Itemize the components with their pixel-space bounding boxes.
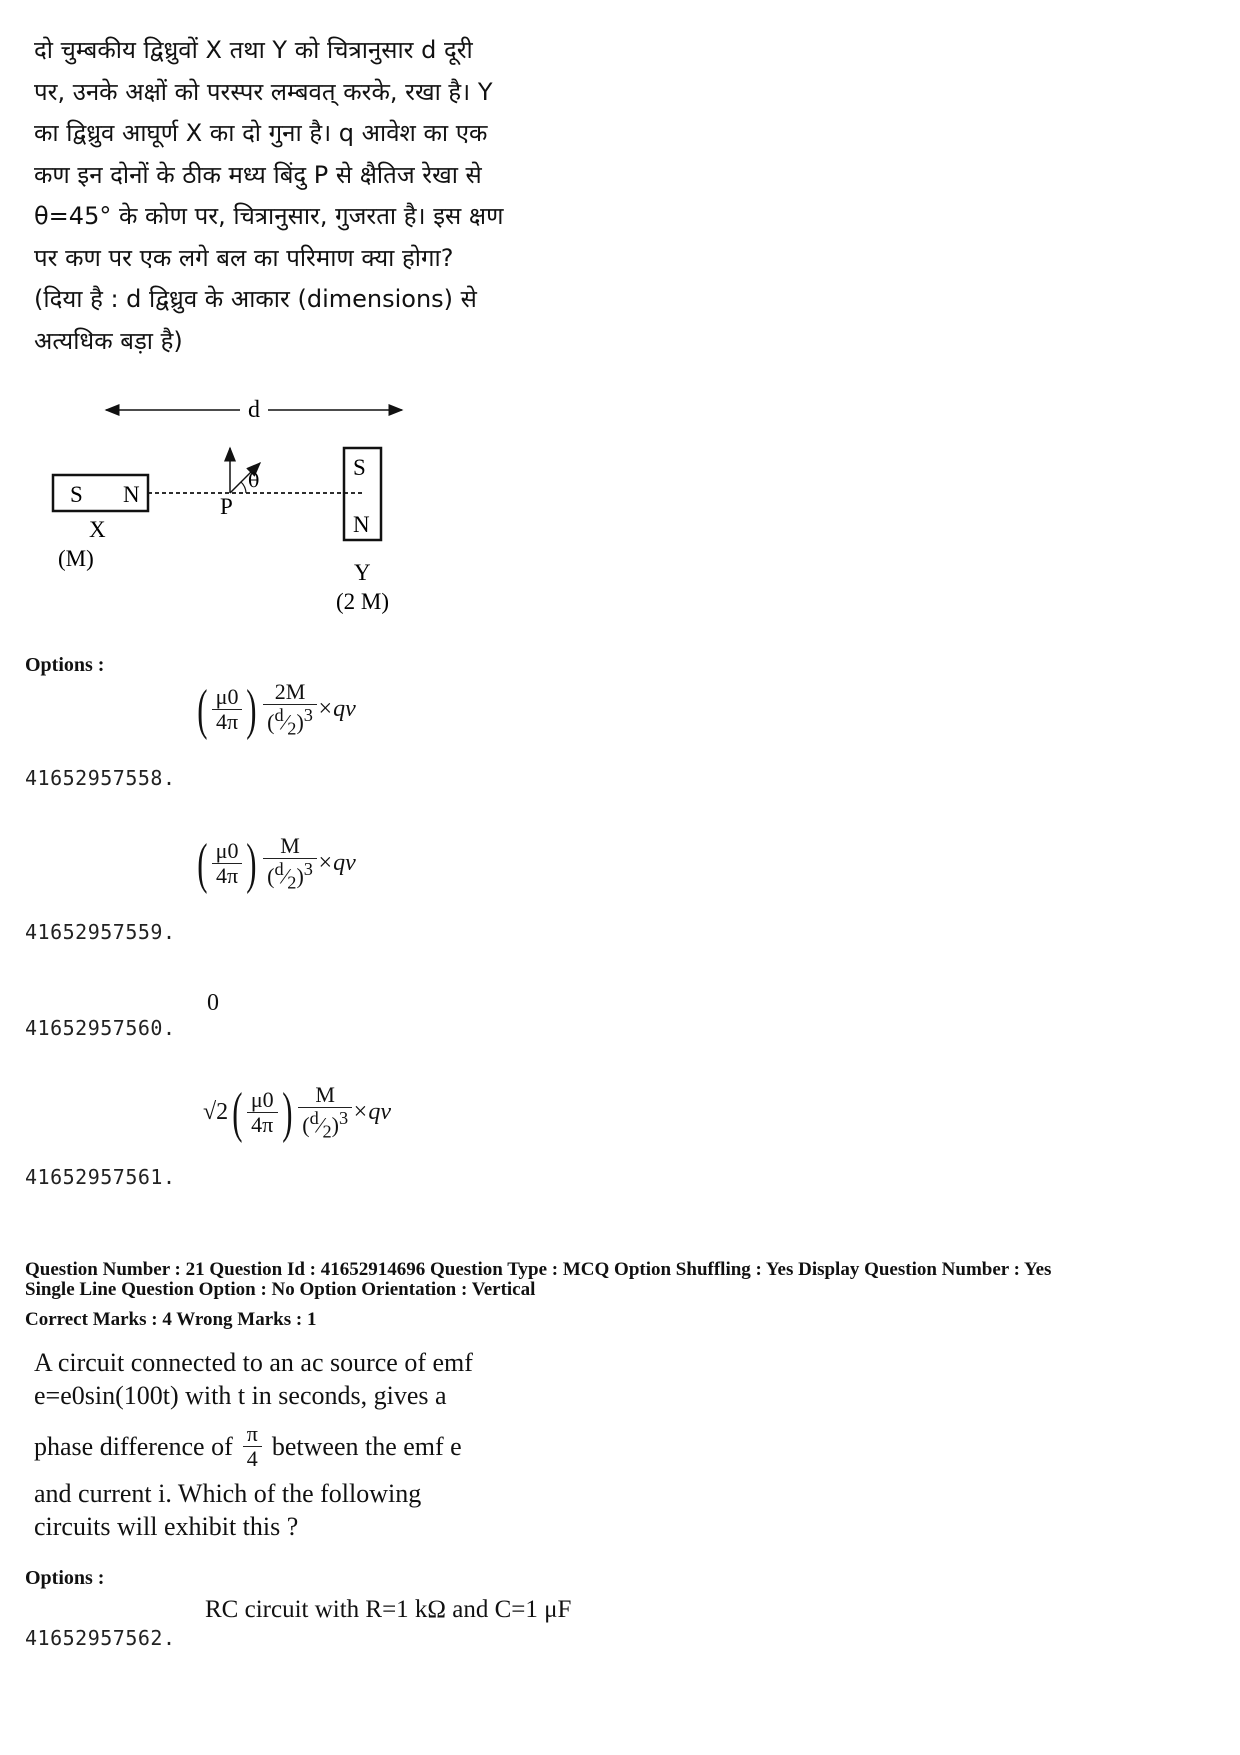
- cube-exp: 3: [303, 705, 313, 726]
- magnet-y-label: Y: [354, 560, 371, 585]
- mu-denominator: 4π: [216, 863, 239, 889]
- text-line: θ=45° के कोण पर, चित्रानुसार, गुजरता है। इस क्षण: [34, 202, 504, 230]
- option-id: 41652957560.: [25, 1016, 176, 1040]
- d-den: 2: [287, 718, 297, 739]
- option-id: 41652957562.: [25, 1626, 176, 1650]
- option-2-expression: ( $\frac{\mu 0}{4\pi}$ ) $\frac{M}{(^d⁄_2)^3}$ ×qv: [197, 832, 356, 895]
- text-line: and current i. Which of the following: [34, 1479, 422, 1509]
- magnet-x-n: N: [123, 482, 140, 507]
- option-tail: ×qv: [316, 696, 356, 723]
- option-1-expression: ( $\frac{\mu 0}{4\pi}$ ) $\frac{2M}{(^d⁄_2)^3}$ ×qv: [197, 678, 356, 741]
- phase-denominator: 4: [246, 1446, 258, 1472]
- angle-arc: [241, 482, 246, 493]
- d-num: d: [274, 859, 284, 880]
- option-id: 41652957561.: [25, 1165, 176, 1189]
- mu-denominator: 4π: [216, 709, 239, 735]
- d-num: d: [274, 705, 284, 726]
- mu-numerator: μ0: [212, 839, 243, 864]
- option-4-expression: √2 ( $\frac{\mu 0}{4\pi}$ ) $\frac{M}{(^d⁄_2)^3}$ ×qv: [203, 1081, 391, 1144]
- angle-label: θ: [248, 470, 260, 492]
- distance-label: d: [248, 397, 260, 423]
- option-id: 41652957558.: [25, 766, 176, 790]
- text-line: A circuit connected to an ac source of emf: [34, 1348, 473, 1377]
- d-den: 2: [322, 1121, 332, 1142]
- option-4[interactable]: [25, 1083, 525, 1203]
- question-meta-line-2: Single Line Question Option : No Option Orientation : Vertical: [25, 1279, 536, 1300]
- option-text: RC circuit with R=1 kΩ and C=1 μF: [205, 1596, 572, 1623]
- dipole-figure: [40, 380, 460, 625]
- magnet-x-moment: (M): [58, 546, 94, 571]
- option-3[interactable]: [25, 990, 525, 1040]
- text-line: दो चुम्बकीय द्विध्रुवों X तथा Y को चित्रानुसार d दूरी: [34, 36, 473, 64]
- sqrt-prefix: √2: [203, 1099, 229, 1126]
- question-20-text: [34, 30, 539, 362]
- q21-option-1[interactable]: [25, 1596, 725, 1656]
- mu-denominator: 4π: [251, 1112, 274, 1138]
- options-label: Options :: [25, 654, 105, 676]
- magnet-y-n: N: [353, 512, 370, 537]
- d-den: 2: [287, 872, 297, 893]
- force-numerator: M: [263, 834, 317, 859]
- option-3-value: 0: [207, 990, 219, 1016]
- phase-pre: phase difference of: [34, 1432, 233, 1462]
- force-denominator: $(^d⁄_2)^3$: [302, 1108, 349, 1142]
- magnet-x-s: S: [70, 482, 83, 507]
- question-meta-line-1: Question Number : 21 Question Id : 41652914696 Question Type : MCQ Option Shuffling : Yes Display Question Number : Yes: [25, 1259, 1052, 1280]
- text-line: e=e0sin(100t) with t in seconds, gives a: [34, 1381, 447, 1410]
- question-21-text: [34, 1346, 544, 1543]
- marks-line: Correct Marks : 4 Wrong Marks : 1: [25, 1309, 317, 1330]
- text-line-phase: [34, 1422, 544, 1471]
- force-denominator: $(^d⁄_2)^3$: [267, 705, 313, 739]
- phase-numerator: π: [243, 1422, 262, 1447]
- d-num: d: [309, 1108, 319, 1129]
- force-numerator: M: [298, 1083, 352, 1108]
- text-line: कण इन दोनों के ठीक मध्य बिंदु P से क्षैतिज रेखा से: [34, 160, 482, 189]
- magnet-y-moment: (2 M): [336, 589, 390, 614]
- cube-exp: 3: [338, 1108, 349, 1129]
- magnet-x-label: X: [89, 517, 106, 542]
- cube-exp: 3: [303, 859, 313, 880]
- text-line: पर कण पर एक लगे बल का परिमाण क्या होगा?: [34, 243, 454, 272]
- option-id: 41652957559.: [25, 920, 176, 944]
- magnet-y-s: S: [353, 455, 366, 480]
- text-line: (दिया है : d द्विध्रुव के आकार (dimensions) से: [34, 285, 477, 313]
- text-line: का द्विध्रुव आघूर्ण X का दो गुना है। q आवेश का एक: [34, 119, 488, 147]
- force-denominator: $(^d⁄_2)^3$: [267, 859, 313, 893]
- mu-numerator: μ0: [212, 685, 243, 710]
- options-label: Options :: [25, 1567, 105, 1589]
- option-1[interactable]: [25, 680, 525, 800]
- force-numerator: 2M: [263, 680, 317, 705]
- text-line: circuits will exhibit this ?: [34, 1512, 299, 1542]
- point-p-label: P: [220, 494, 233, 519]
- text-line: पर, उनके अक्षों को परस्पर लम्बवत् करके, रखा है। Y: [34, 77, 493, 106]
- text-line: अत्यधिक बड़ा है): [34, 326, 183, 355]
- mu-numerator: μ0: [247, 1088, 278, 1113]
- option-2[interactable]: [25, 834, 525, 954]
- phase-post: between the emf e: [271, 1432, 462, 1462]
- option-tail: ×qv: [352, 1099, 391, 1126]
- option-tail: ×qv: [316, 850, 356, 877]
